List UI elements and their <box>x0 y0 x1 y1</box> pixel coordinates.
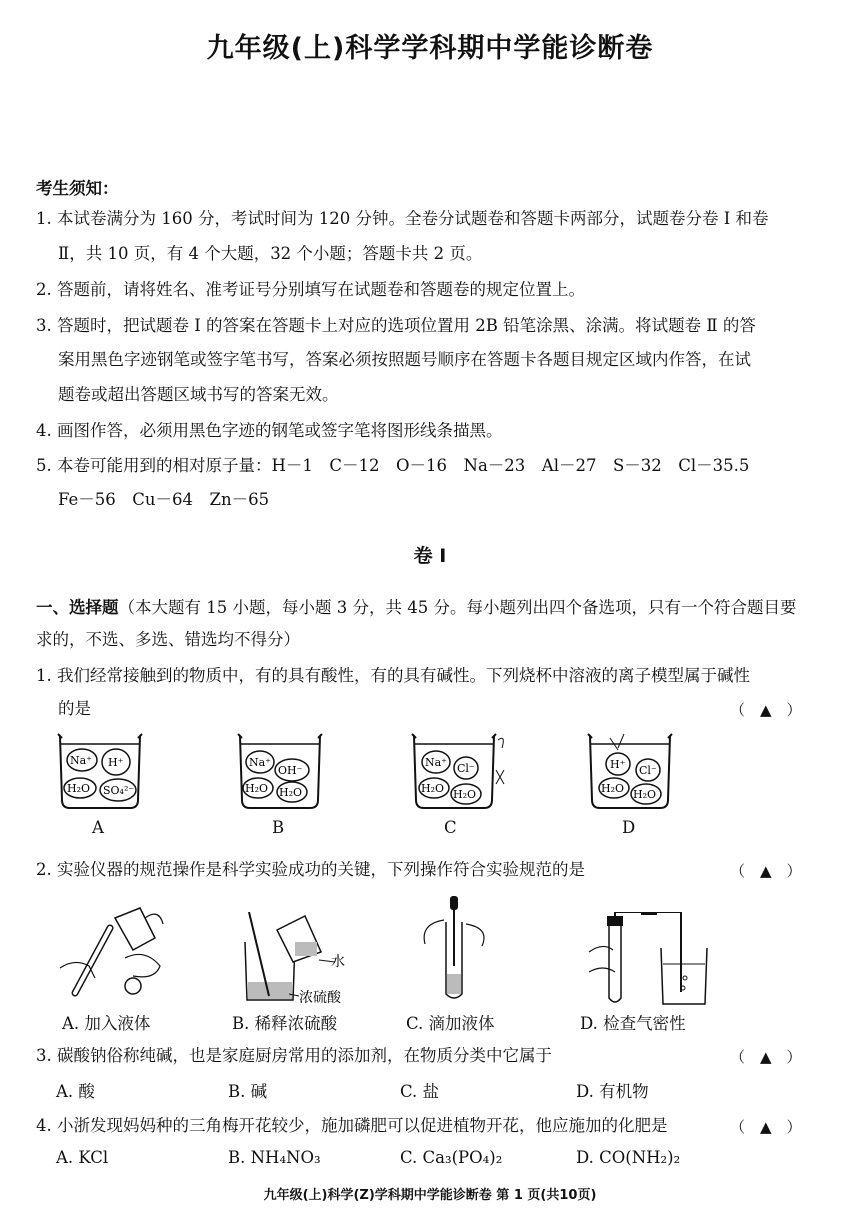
notice-line: 3. 答题时，把试题卷 Ⅰ 的答案在答题卡上对应的选项位置用 2B 铅笔涂黑、涂满。将试题卷 Ⅱ 的答 <box>36 316 756 335</box>
ion-label: H₂O <box>67 782 91 795</box>
option-a[interactable]: A. KCl <box>56 1148 109 1167</box>
ion-label: Cl⁻ <box>639 764 657 777</box>
question-1-text: 1. 我们经常接触到的物质中，有的具有酸性，有的具有碱性。下列烧杯中溶液的离子模型属于碱性 <box>36 666 750 685</box>
notice-line: 案用黑色字迹钢笔或签字笔书写，答案必须按照题号顺序在答题卡各题目规定区域内作答，在试 <box>58 350 751 369</box>
answer-blank-3[interactable]: （ ▲ ） <box>730 1048 802 1066</box>
notice-line: 题卷或超出答题区域书写的答案无效。 <box>58 385 339 404</box>
question-4-text: 4. 小浙发现妈妈种的三角梅开花较少，施加磷肥可以促进植物开花，他应施加的化肥是 <box>36 1116 668 1135</box>
option-c[interactable]: C. 盐 <box>400 1082 440 1101</box>
option-d[interactable]: D. CO(NH₂)₂ <box>576 1148 681 1167</box>
notice-line: 5. 本卷可能用到的相对原子量：H－1 C－12 O－16 Na－23 Al－27 S－32 Cl－35.5 <box>36 456 750 475</box>
ion-label: H₂O <box>279 786 303 799</box>
conc-acid-label: 浓硫酸 <box>299 990 341 1006</box>
ion-label: H₂O <box>453 788 477 801</box>
airtight-check-figure <box>585 912 715 1008</box>
option-add-liquid[interactable]: A. 加入液体 <box>62 1014 151 1033</box>
page-title: 九年级(上)科学学科期中学能诊断卷 <box>206 33 654 64</box>
dilute-acid-figure <box>235 912 365 1008</box>
add-liquid-figure <box>55 898 170 1008</box>
option-c[interactable]: C. Ca₃(PO₄)₂ <box>400 1148 503 1167</box>
part-one-desc <box>36 596 796 620</box>
ion-label: H⁺ <box>610 758 626 771</box>
question-2-text: 2. 实验仪器的规范操作是科学实验成功的关键，下列操作符合实验规范的是 <box>36 860 585 879</box>
ion-label: H₂O <box>633 788 657 801</box>
option-c-label[interactable]: C <box>444 818 457 837</box>
part-one-heading: 一、选择题 <box>36 598 119 617</box>
notice-line: Fe－56 Cu－64 Zn－65 <box>58 490 270 509</box>
section-title: 卷 Ⅰ <box>413 545 447 567</box>
notice-line: 4. 画图作答，必须用黑色字迹的钢笔或签字笔将图形线条描黑。 <box>36 421 503 440</box>
ion-label: H₂O <box>601 782 625 795</box>
option-d-label[interactable]: D <box>622 818 636 837</box>
beaker-a-figure <box>50 730 150 814</box>
answer-blank-1[interactable]: （ ▲ ） <box>730 701 802 719</box>
ion-label: SO₄²⁻ <box>103 784 135 797</box>
notice-line: 2. 答题前，请将姓名、准考证号分别填写在试题卷和答题卷的规定位置上。 <box>36 280 585 299</box>
ion-label: Na⁺ <box>70 754 92 767</box>
ion-label: H⁺ <box>108 756 124 769</box>
ion-label: Cl⁻ <box>457 762 475 775</box>
ion-label: Na⁺ <box>425 756 447 769</box>
notice-line: 1. 本试卷满分为 160 分，考试时间为 120 分钟。全卷分试题卷和答题卡两部分，试题卷分卷 Ⅰ 和卷 <box>36 209 769 228</box>
answer-blank-2[interactable]: （ ▲ ） <box>730 862 802 880</box>
option-b[interactable]: B. NH₄NO₃ <box>228 1148 321 1167</box>
option-a-label[interactable]: A <box>92 818 104 837</box>
question-3-text: 3. 碳酸钠俗称纯碱，也是家庭厨房常用的添加剂，在物质分类中它属于 <box>36 1046 552 1065</box>
option-airtight[interactable]: D. 检查气密性 <box>580 1014 686 1033</box>
beaker-b-figure <box>230 730 330 814</box>
option-add-drops[interactable]: C. 滴加液体 <box>406 1014 495 1033</box>
notice-line: Ⅱ，共 10 页，有 4 个大题，32 个小题；答题卡共 2 页。 <box>58 244 483 263</box>
option-a[interactable]: A. 酸 <box>56 1082 95 1101</box>
answer-blank-4[interactable]: （ ▲ ） <box>730 1118 802 1136</box>
water-label: 水 <box>331 954 345 970</box>
ion-label: OH⁻ <box>278 764 303 777</box>
beaker-d-figure <box>580 730 680 814</box>
page-footer: 九年级(上)科学(Z)学科期中学能诊断卷 第 1 页(共10页) <box>263 1188 597 1203</box>
ion-label: H₂O <box>245 782 269 795</box>
dropper-figure <box>420 894 500 1004</box>
part-one-desc-2: 求的，不选、多选、错选均不得分） <box>36 630 300 649</box>
option-dilute-acid[interactable]: B. 稀释浓硫酸 <box>232 1014 338 1033</box>
option-b[interactable]: B. 碱 <box>228 1082 268 1101</box>
ion-label: Na⁺ <box>249 756 271 769</box>
notice-heading: 考生须知： <box>36 179 119 198</box>
part-one-desc-1: （本大题有 15 小题，每小题 3 分，共 45 分。每小题列出四个备选项，只有一个符合题目要 <box>118 598 797 617</box>
question-1-text-2: 的是 <box>58 699 91 718</box>
option-b-label[interactable]: B <box>272 818 285 837</box>
beaker-c-figure <box>404 730 514 814</box>
ion-label: H₂O <box>421 782 445 795</box>
option-d[interactable]: D. 有机物 <box>576 1082 649 1101</box>
